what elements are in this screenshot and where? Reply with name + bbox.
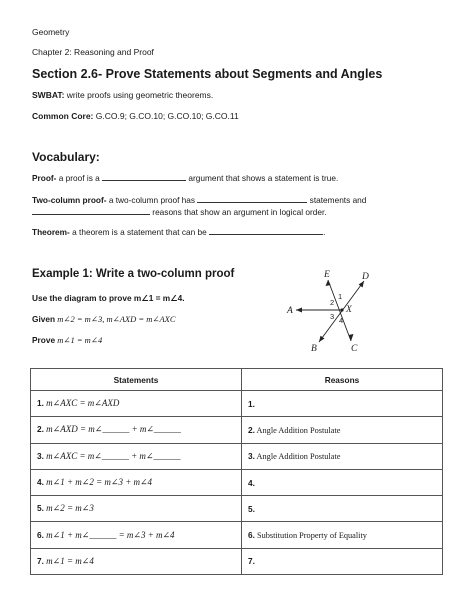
example-instruction: Use the diagram to prove m∠1 = m∠4. (32, 293, 185, 303)
reason-number: 3. (248, 451, 255, 462)
proof-definition (32, 172, 338, 184)
statement-number: 7. (37, 555, 44, 566)
reason-cell[interactable] (242, 548, 443, 574)
label-angle-1: 1 (338, 292, 343, 301)
chapter-name: Chapter 2: Reasoning and Proof (32, 47, 154, 57)
two-column-after: statements and (307, 195, 367, 205)
reason-cell[interactable] (242, 417, 443, 443)
common-core-line (32, 111, 239, 121)
proof-after: argument that shows a statement is true. (186, 173, 339, 183)
reason-number: 5. (248, 503, 255, 514)
statement-text: m∠1 + m∠______ = m∠3 + m∠4 (43, 529, 175, 540)
swbat-line (32, 90, 213, 100)
statement-cell[interactable] (31, 469, 242, 495)
statement-number: 5. (37, 503, 44, 514)
label-C: C (351, 344, 358, 354)
two-column-definition (32, 194, 366, 206)
statement-cell[interactable] (31, 522, 242, 548)
proof-table (30, 368, 443, 575)
proof-blank[interactable] (102, 172, 186, 181)
table-row (31, 496, 443, 522)
two-column-blank-1[interactable] (197, 194, 307, 203)
statement-cell[interactable] (31, 548, 242, 574)
point-X (340, 308, 343, 311)
statement-text: m∠AXD = m∠______ + m∠______ (43, 424, 181, 435)
table-row (31, 417, 443, 443)
statement-number: 4. (37, 477, 44, 488)
table-row (31, 391, 443, 417)
label-angle-3: 3 (330, 312, 335, 321)
statement-number: 6. (37, 529, 44, 540)
label-A: A (287, 306, 293, 316)
reason-number: 7. (248, 556, 255, 567)
reason-number: 6. (248, 530, 255, 541)
table-row (31, 443, 443, 469)
reasons-header: Reasons (242, 369, 443, 391)
statement-number: 2. (37, 424, 44, 435)
theorem-term: Theorem- (32, 227, 70, 237)
statement-cell[interactable] (31, 417, 242, 443)
statement-number: 3. (37, 450, 44, 461)
proof-before: a proof is a (56, 173, 103, 183)
reason-number: 1. (248, 398, 255, 409)
section-title: Section 2.6- Prove Statements about Segments and Angles (32, 67, 383, 81)
label-B: B (311, 344, 317, 354)
prove-line (32, 334, 102, 346)
arrow-B (319, 336, 325, 342)
table-row (31, 469, 443, 495)
theorem-after: . (323, 227, 326, 237)
theorem-before: a theorem is a statement that can be (69, 227, 210, 237)
table-header-row (31, 369, 443, 391)
label-angle-2: 2 (330, 298, 335, 307)
prove-label: Prove (32, 335, 56, 345)
statement-cell[interactable] (31, 496, 242, 522)
swbat-label: SWBAT: (32, 90, 65, 100)
label-angle-4: 4 (339, 316, 344, 325)
reason-number: 4. (248, 477, 255, 488)
arrow-A (296, 308, 302, 313)
statement-text: m∠1 = m∠4 (43, 555, 94, 566)
prove-text: m∠1 = m∠4 (55, 335, 103, 345)
table-row (31, 522, 443, 548)
example-heading: Example 1: Write a two-column proof (32, 268, 235, 280)
statement-text: m∠2 = m∠3 (43, 503, 94, 514)
reason-number: 2. (248, 424, 255, 435)
reason-cell[interactable] (242, 391, 443, 417)
two-column-term: Two-column proof- (32, 195, 107, 205)
reason-cell[interactable] (242, 443, 443, 469)
common-core-label: Common Core: (32, 111, 94, 121)
statement-number: 1. (37, 398, 44, 409)
swbat-text: write proofs using geometric theorems. (64, 90, 214, 100)
given-label: Given (32, 314, 56, 324)
two-column-definition-line2 (32, 206, 327, 218)
two-column-line2: reasons that show an argument in logical order. (150, 207, 327, 217)
two-column-blank-2[interactable] (32, 206, 150, 215)
statement-cell[interactable] (31, 391, 242, 417)
reason-cell[interactable] (242, 522, 443, 548)
arrow-E (326, 280, 331, 286)
statements-header: Statements (31, 369, 242, 391)
proof-term: Proof- (32, 173, 57, 183)
statement-text: m∠AXC = m∠______ + m∠______ (43, 450, 181, 461)
table-row (31, 548, 443, 574)
label-X: X (346, 305, 352, 315)
given-line (32, 313, 176, 325)
reason-text: Angle Addition Postulate (254, 425, 341, 435)
reason-text: Substitution Property of Equality (254, 531, 367, 541)
angle-diagram (280, 266, 380, 358)
reason-cell[interactable] (242, 469, 443, 495)
theorem-definition (32, 226, 325, 238)
statement-cell[interactable] (31, 443, 242, 469)
label-E: E (324, 270, 330, 280)
reason-cell[interactable] (242, 496, 443, 522)
given-text: m∠2 = m∠3, m∠AXD = m∠AXC (55, 314, 176, 324)
label-D: D (362, 272, 369, 282)
statement-text: m∠AXC = m∠AXD (43, 398, 120, 409)
vocabulary-heading: Vocabulary: (32, 150, 100, 164)
course-name: Geometry (32, 27, 70, 37)
reason-text: Angle Addition Postulate (254, 452, 341, 462)
theorem-blank[interactable] (209, 226, 326, 237)
statement-text: m∠1 + m∠2 = m∠3 + m∠4 (43, 477, 153, 488)
common-core-text: G.CO.9; G.CO.10; G.CO.10; G.CO.11 (93, 111, 239, 121)
two-column-before: a two-column proof has (106, 195, 198, 205)
